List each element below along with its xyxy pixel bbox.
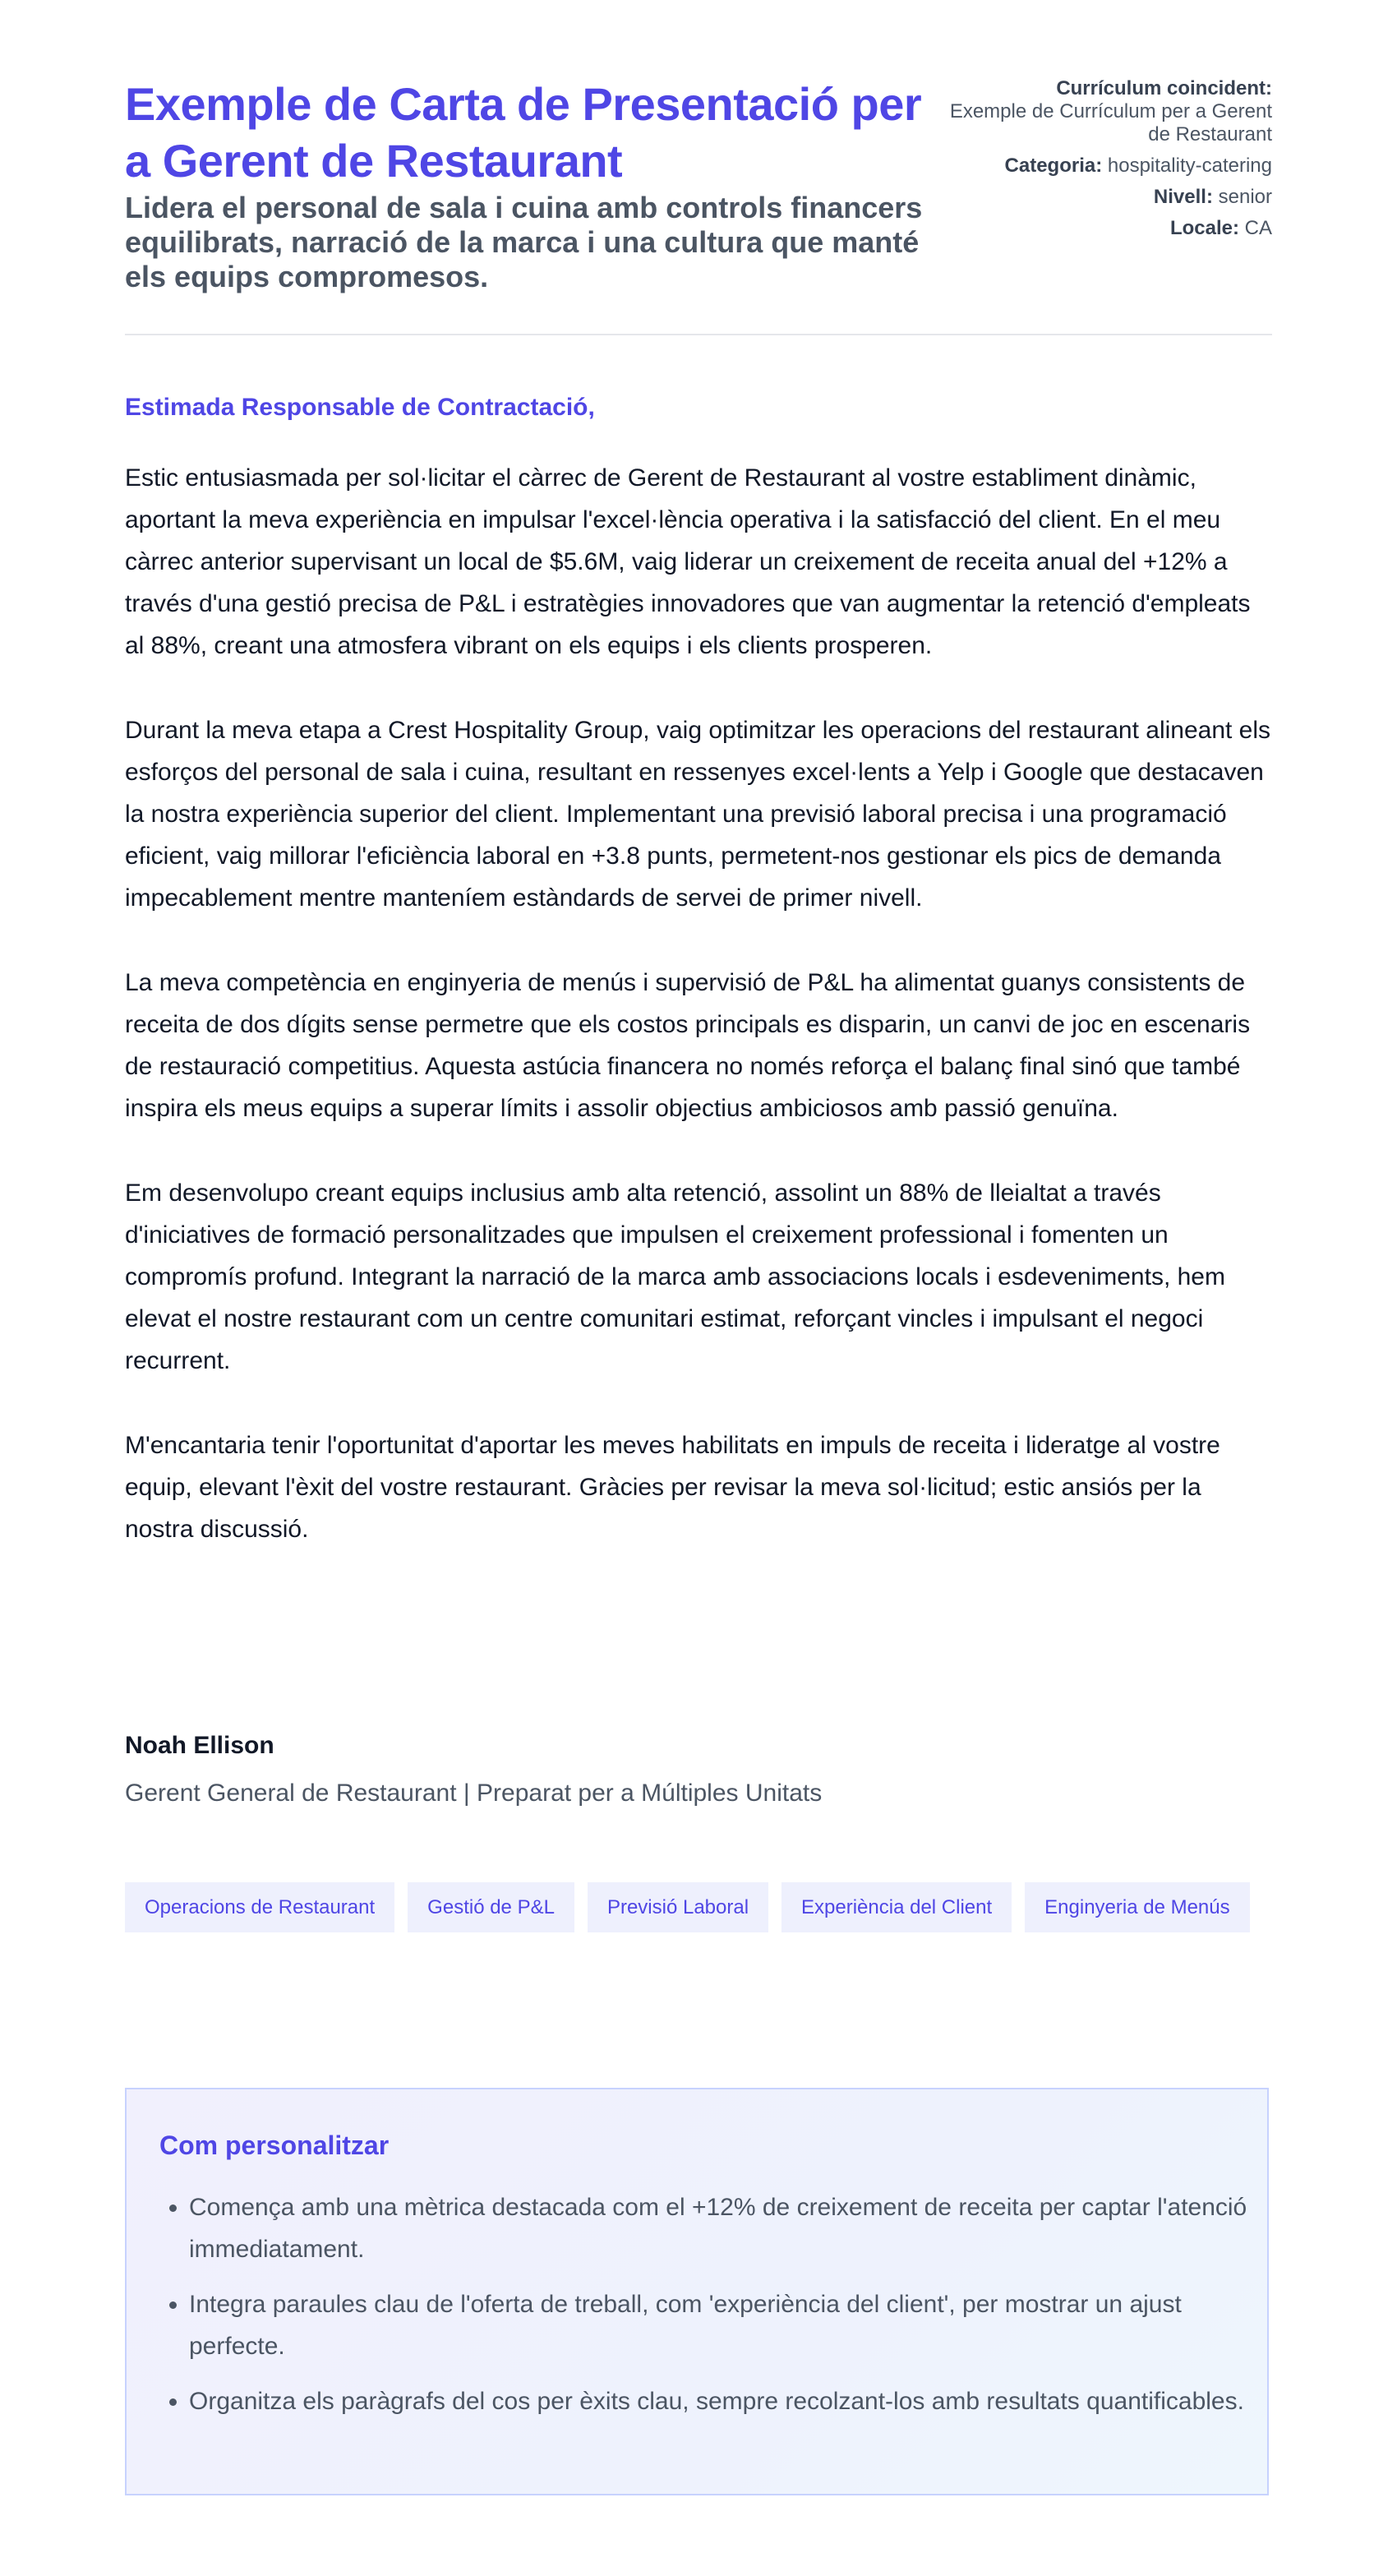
skill-tag: Enginyeria de Menús	[1025, 1882, 1249, 1932]
signature-role: Gerent General de Restaurant | Preparat per a Múltiples Unitats	[125, 1780, 823, 1807]
signature-name: Noah Ellison	[125, 1732, 274, 1759]
letter-paragraph: La meva competència en enginyeria de menús i supervisió de P&L ha alimentat guanys consistents de receita de dos dígits sense permetre que els costos principals es disparin, un canvi de joc en escenaris de restauració competitius. Aquesta astúcia financera no només reforça el balanç final sinó que també inspira els meus equips a superar límits i assolir objectius ambiciosos amb passió genuïna.	[125, 969, 1251, 1122]
matching-resume-link[interactable]: Exemple de Currículum per a Gerent de Restaurant	[949, 100, 1272, 145]
category-label: Categoria:	[1004, 155, 1103, 177]
level-row	[927, 186, 1272, 209]
letter-body	[125, 457, 1272, 1593]
letter-paragraph: Em desenvolupo creant equips inclusius amb alta retenció, assolint un 88% de lleialtat a través d'iniciatives de formació personalitzades que impulsen el creixement professional i fomenten un compromís profund. Integrant la narració de la marca amb associacions locals i esdeveniments, hem elevat el nostre restaurant com un centre comunitari estimat, reforçant vincles i impulsant el negoci recurrent.	[125, 1180, 1225, 1374]
cover-letter-page	[125, 0, 1272, 2415]
page-header	[125, 0, 1272, 335]
matching-resume	[927, 77, 1272, 146]
skill-tag: Previsió Laboral	[588, 1882, 768, 1932]
category-value: hospitality-catering	[1107, 155, 1272, 177]
skill-tag: Experiència del Client	[781, 1882, 1012, 1932]
category-row	[927, 155, 1272, 178]
skill-tags	[125, 1882, 1272, 1932]
letter-paragraph: Durant la meva etapa a Crest Hospitality Group, vaig optimitzar les operacions del restaurant alineant els esforços del personal de sala i cuina, resultant en ressenyes excel·lents a Yelp i Google que destacaven la nostra experiència superior del client. Implementant una previsió laboral precisa i una programació eficient, vaig millorar l'eficiència laboral en +3.8 punts, permetent-nos gestionar els pics de demanda impecablement mentre manteníem estàndards de servei de primer nivell.	[125, 717, 1271, 912]
level-value: senior	[1218, 186, 1272, 208]
skill-tag: Operacions de Restaurant	[125, 1882, 394, 1932]
locale-row	[927, 217, 1272, 240]
level-label: Nivell:	[1153, 186, 1213, 208]
letter-greeting: Estimada Responsable de Contractació,	[125, 394, 595, 421]
meta-panel	[927, 77, 1272, 248]
customization-tips	[125, 2088, 1269, 2495]
skill-tag: Gestió de P&L	[408, 1882, 574, 1932]
tip-item: • Comença amb una mètrica destacada com el +12% de creixement de receita per captar l'atenció immediatament.	[189, 2186, 1257, 2270]
tip-item: • Integra paraules clau de l'oferta de treball, com 'experiència del client', per mostrar un ajust perfecte.	[189, 2283, 1257, 2367]
matching-resume-label: Currículum coincident:	[1056, 77, 1272, 99]
tips-list	[156, 2186, 1257, 2435]
tip-item: • Organitza els paràgrafs del cos per èxits clau, sempre recolzant-los amb resultats quantificables.	[189, 2380, 1257, 2422]
page-subtitle: Lidera el personal de sala i cuina amb controls financers equilibrats, narració de la marca i una cultura que manté els equips compromesos.	[125, 191, 923, 293]
letter-paragraph: M'encantaria tenir l'oportunitat d'aportar les meves habilitats en impuls de receita i lideratge al vostre equip, elevant l'èxit del vostre restaurant. Gràcies per revisar la meva sol·licitud; estic ansiós per la nostra discussió.	[125, 1432, 1220, 1543]
tips-title: Com personalitzar	[159, 2131, 390, 2160]
locale-value: CA	[1244, 217, 1272, 239]
letter-paragraph: Estic entusiasmada per sol·licitar el càrrec de Gerent de Restaurant al vostre establiment dinàmic, aportant la meva experiència en impulsar l'excel·lència operativa i la satisfacció del client. En el meu càrrec anterior supervisant un local de $5.6M, vaig liderar un creixement de receita anual del +12% a través d'una gestió precisa de P&L i estratègies innovadores que van augmentar la retenció d'empleats al 88%, creant una atmosfera vibrant on els equips i els clients prosperen.	[125, 464, 1251, 659]
page-title: Exemple de Carta de Presentació per a Gerent de Restaurant	[125, 78, 922, 187]
locale-label: Locale:	[1169, 217, 1239, 239]
